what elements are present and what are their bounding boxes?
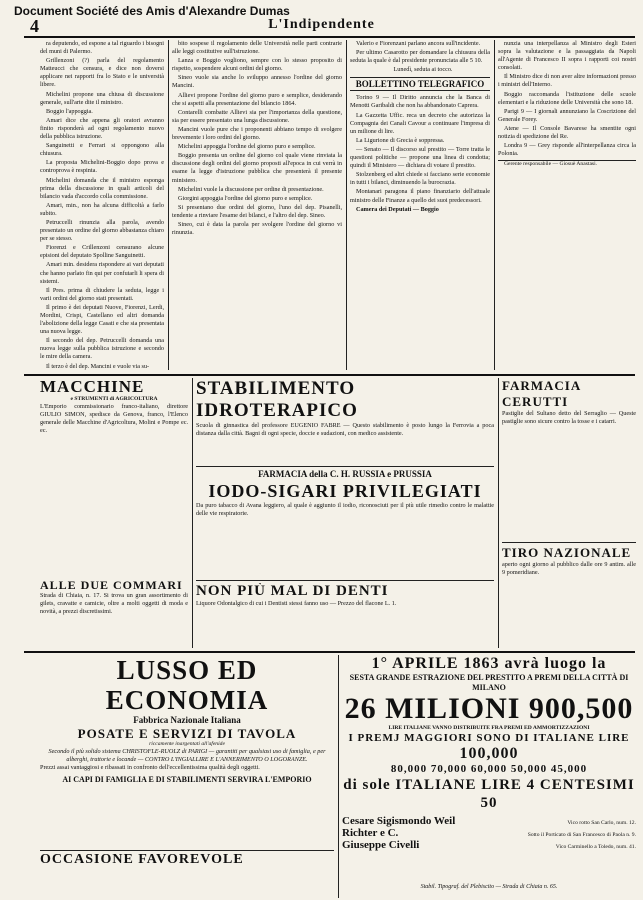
paragraph: Contarelli combatte Allievi sia per l'importanza della questione, sia per essere presentato una lunga discussione. <box>172 108 342 124</box>
paragraph: Si presentano due ordini del giorno, l'uno del dep. Pisanelli, tendente a rinviare l'esame dei bilanci, e l'altro del dep. Sineo. <box>172 203 342 219</box>
agent-row <box>342 827 636 839</box>
paragraph: Allievi propone l'ordine del giorno puro e semplice, desiderando che si aspetti alla presentazione del bilancio 1864. <box>172 91 342 107</box>
column-divider <box>494 40 495 370</box>
ad-iodo-sigari <box>196 469 494 577</box>
ad-text: Pastiglie del Sultano detto del Serraglio — Queste pastiglie sono sicure contro la tosse e i catarri. <box>502 410 636 426</box>
ad-text: L'Emporio commissionario franco-italiano, direttore GIULIO SIMON, spedisce da Genova, franco, l'Elenco generale delle Macchine d'Agricoltura, Molini e Pompe ec. ec. <box>40 403 188 435</box>
telegram: Montanari paragona il piano finanziario dell'attuale ministro delle Finanze a quello dei suoi predecessori. <box>350 188 490 204</box>
paragraph: Amari min. desidera rispondere ai vari deputati che hanno parlato fin qui per confutarli li spera di sistemi. <box>40 261 164 285</box>
column-divider <box>498 378 499 648</box>
paragraph: Boggio raccomanda l'istituzione delle scuole elementari e la riduzione delle Università che sono 18. <box>498 90 636 106</box>
ad-title: OCCASIONE FAVOREVOLE <box>40 852 244 867</box>
paragraph: Per ultimo Casarotto per domandare la chiusura della seduta la quale è dal presidente pronunciata alle 5 10. <box>350 49 490 65</box>
premi-title: I PREMJ MAGGIORI SONO DI ITALIANE LIRE <box>348 732 630 744</box>
ad-non-piu-mal-di-denti <box>196 583 494 648</box>
paragraph: nunzia una interpellanza al Ministro degli Esteri sopra la valutazione e la passaggiata da Napoli all'Agente di Francesco II sopra i rapporti coi nostri consolati. <box>498 40 636 72</box>
ad-title: MACCHINE <box>40 378 145 396</box>
paragraph: Amari dice che appena gli oratori avranno finito risponderà ad ogni regolamento nuovo della pubblica istruzione. <box>40 116 164 141</box>
column-divider <box>338 655 339 898</box>
paragraph: Il primo è dei deputati Nuove, Fiorenzi, Lerdi, Mordini, Crispi, Castellano ed altri domanda l'abolizione della legge Casati e che sia presentata una nuova legge. <box>40 303 164 336</box>
paragraph: Grillenzoni (?) parla del regolamento Matteucci che censura, e dice non doversi applicare nei rapporti fra lo Stato e le università libere. <box>40 57 164 89</box>
paragraph: Amari, min., non ha alcuna difficoltà a farlo subito. <box>40 201 164 217</box>
ad-text: Strada di Chiaia, n. 17. Si trova un gran assortimento di gilets, cravatte e camicie, oltre a molti oggetti di moda e novità, a prezzi discretissimi. <box>40 592 188 616</box>
milioni-amount: 26 MILIONI 900,500 <box>344 692 634 725</box>
agent-address: Vico Carminello a Toledo, num. 41. <box>555 844 636 850</box>
paragraph: Il secondo del dep. Petruccelli domanda una nuova legge sulla pubblica istruzione e secondo le mire della camera. <box>40 337 164 361</box>
ad-alle-due-commari <box>40 578 188 648</box>
column-divider <box>168 40 169 370</box>
news-column-3 <box>350 40 490 370</box>
ad-stabilimento <box>196 378 494 462</box>
ad-subtitle: Fabbrica Nazionale Italiana <box>133 715 241 725</box>
paragraph: La proposta Michelini-Boggio dopo prova e controprova è respinta. <box>40 159 164 175</box>
paragraph: bito sospese il regolamento delle Università nelle parti contrarie alle leggi costitutive sull'istruzione. <box>172 40 342 56</box>
ad-text: Liquore Odontalgico di cui i Dentisti stessi fanno uso — Prezzo del flacone L. 1. <box>196 600 397 607</box>
paragraph: Boggio l'appoggia. <box>46 107 93 115</box>
ad-title: IODO-SIGARI PRIVILEGIATI <box>208 481 482 501</box>
ad-text: aperto ogni giorno al pubblico dalle ore 9 antim. alle 9 pomeridiane. <box>502 561 636 577</box>
ad-title: 1° APRILE 1863 avrà luogo la <box>371 655 607 672</box>
divider <box>196 580 494 581</box>
telegram: La Ligurione di Grecia è soppressa. <box>356 136 445 144</box>
paragraph: Petruccelli rinunzia alla parola, avendo presentato un ordine del giorno abbastanza chiaro per se stesso. <box>40 218 164 243</box>
section-title: BOLLETTINO TELEGRAFICO <box>350 77 490 91</box>
paragraph: Giorgini appoggia l'ordine del giorno puro e semplice. <box>178 194 313 202</box>
ad-subtitle: FARMACIA della C. H. RUSSIA e PRUSSIA <box>258 469 432 479</box>
paragraph: Boggio presenta un ordine del giorno col quale viene rinviata la discussione degli ordini del giorno proposti all'epoca in cui verrà in esame la legge d'istruzione pubblica che presenterà il presente ministero. <box>172 152 342 184</box>
estrazione-line: SESTA GRANDE ESTRAZIONE DEL PRESTITO A PREMI DELLA CITTÀ DI MILANO <box>349 673 629 692</box>
paragraph: Lunedì, seduta ai tocco. <box>393 66 453 74</box>
ad-title: ALLE DUE COMMARI <box>40 578 183 592</box>
paragraph: Fiorenzi e Crillenzoni censurano alcune episioni del deputato Spolline Sanguinetti. <box>40 244 164 260</box>
ad-text: Da puro tabacco di Avana leggiero, al quale è aggiunto il iodio, riconosciuti per il più utile rimedio contro le malattie delle vie respiratorie. <box>196 502 494 518</box>
paragraph: Michelini domanda che il ministro esponga prima della discussione in quali articoli del bilancio vada d'accordo colla commissione. <box>40 176 164 200</box>
paragraph: Mancini vuole pure che i proponenti abbiano tempo di svolgere brevemente i loro ordini del giorno. <box>172 125 342 142</box>
telegram: — Senato — Il discorso sul prestito — Torre tratta le questioni politiche — propone una linea di condotta; quindi il Ministero — dichiara di votare il prestito. <box>350 145 490 170</box>
ad-farmacia-cerutti <box>502 378 636 538</box>
ad-subtitle: e STRUMENTI di AGRICOLTURA <box>70 396 158 402</box>
page-number: 4 <box>30 16 39 36</box>
paragraph: Valerio e Fiorenzani parlano ancora sull'incidente. <box>356 40 481 47</box>
agent-row <box>342 815 636 827</box>
news-column-1 <box>40 40 164 370</box>
ad-lusso-ed-economia <box>40 655 334 848</box>
obbligazioni-line: di sole ITALIANE LIRE 4 CENTESIMI 50 <box>343 777 635 811</box>
column-divider <box>192 378 193 648</box>
paragraph: Michelini vuole la discussione per ordine di presentazione. <box>178 185 324 193</box>
paragraph: Sanguinetti e Ferrari si oppongono alla chiusura. <box>40 142 164 158</box>
premi-list: 80,000 70,000 60,000 50,000 45,000 <box>390 763 588 775</box>
telegram: Camera dei Deputati — Boggio <box>356 205 439 213</box>
ad-macchine <box>40 378 188 574</box>
ad-title: FARMACIA CERUTTI <box>502 378 581 409</box>
paragraph: Lanza e Boggio vogliono, sempre con lo stesso proposito di rispetto, sospendere alcuni ordini del giorno. <box>172 57 342 73</box>
telegram: La Gazzetta Uffic. reca un decreto che autorizza la Compagnia dei Canali Cavour a continuare l'impresa di un milione di lire. <box>350 111 490 135</box>
ad-occasione-favorevole <box>40 852 334 898</box>
paragraph: Michelini appoggia l'ordine del giorno puro e semplice. <box>178 143 316 151</box>
agent-name: Cesare Sigismondo Weil <box>342 815 456 827</box>
society-caption: Document Société des Amis d'Alexandre Dumas <box>14 4 290 18</box>
ad-text: Secondo il più solido sistema CHRISTOFLE-RUOLZ di PARIGI — garantiti per qualsiasi uso di famiglia, e per alberghi, trattorie e locande — CONTRO L'INGIALLIRE E L'ANNERIMENTO O LOGORANZE. <box>48 748 326 764</box>
paragraph: ra deputendo, ed espone a tal riguardo i bisogni del muni di Palermo. <box>40 40 164 56</box>
divider <box>502 542 636 543</box>
paper-name: L'Indipendente <box>268 17 375 32</box>
paragraph: Atene — Il Console Bavarese ha smentite ogni notizia di spedizione del Re. <box>498 124 636 141</box>
paragraph: Il Ministro dice di non aver altre informazioni presso i ministri dell'Interno. <box>498 73 636 89</box>
paragraph: Parigi 9 — I giornali annunziano la Coscrizione del Generale Forey. <box>498 107 636 123</box>
posate-subtitle: riccamente inargentati all'afenide <box>149 741 225 747</box>
gerente-line: Gerente responsabile — Giosuè Anastasi. <box>498 160 636 168</box>
ads-rule <box>24 651 635 653</box>
agent-row <box>342 839 636 851</box>
ad-title: LUSSO ED ECONOMIA <box>105 655 269 715</box>
paragraph: Sineo vuole sia anche lo sviluppo annesso l'ordine del giorno Mancini. <box>172 74 342 90</box>
paragraph: Sineo, cui è data la parola per svolgere l'ordine del giorno vi rinunzia. <box>172 220 342 237</box>
header-rule <box>24 36 635 38</box>
ad-title: NON PIÙ MAL DI DENTI <box>196 583 389 599</box>
ad-prestito-milano <box>342 655 636 875</box>
telegram: Stolzenberg ed altri chiede si facciano serie economie in tutti i bilanci, diminuendo la burocrazia. <box>350 171 490 187</box>
agent-name: Giuseppe Civelli <box>342 839 420 851</box>
ad-title: TIRO NAZIONALE <box>502 545 632 560</box>
lire-line: LIRE ITALIANE VANNO DISTRIBUITE FRA PREMI ED AMMORTIZZAZIONI <box>388 725 590 731</box>
premio-maggiore: 100,000 <box>459 745 519 762</box>
agent-name: Richter e C. <box>342 827 399 839</box>
ad-title: STABILIMENTO IDROTERAPICO <box>196 378 358 421</box>
emporio-line: AI CAPI DI FAMIGLIA E DI STABILIMENTI SERVIRA L'EMPORIO <box>62 775 312 785</box>
ad-text: Prezzi assai vantaggiosi e ribassati in confronto dell'eccellentissima qualità degli oggetti. <box>40 764 260 772</box>
paragraph: Londra 9 — Grey risponde all'interpellanza circa la Polonia. <box>498 142 636 158</box>
divider <box>196 466 494 467</box>
posate-title: POSATE E SERVIZI DI TAVOLA <box>77 726 297 741</box>
ads-rule <box>24 374 635 376</box>
paragraph: Il terzo è del dep. Mancini e vuole via su- <box>46 362 150 370</box>
telegram: Torino 9 — Il Diritto annuncia che la Banca di Menotti Garibaldi che non ha abbandonato Caprera. <box>350 94 490 110</box>
agent-address: Vico rotto San Carlo, num. 12. <box>567 820 636 826</box>
news-column-2 <box>172 40 342 370</box>
divider <box>40 850 334 851</box>
news-column-4 <box>498 40 636 370</box>
column-divider <box>346 40 347 370</box>
ad-text: Scuola di ginnastica del professore EUGENIO FABRE — Questo stabilimento è posto lungo la Ferrovia a poca distanza dalla città. Bagni di ogni specie, doccie e sudazioni, con medico assistente. <box>196 422 494 438</box>
agent-address: Sotto il Porticato di San Francesco di Paola n. 9. <box>527 832 636 838</box>
printer-line: Stabil. Tipograf. del Plebiscito — Strada di Chiaia n. 65. <box>420 884 558 890</box>
paragraph: Michelini propone una chiusa di discussione generale, sull'arte dite il ministro. <box>40 90 164 106</box>
ad-tiro-nazionale <box>502 545 636 648</box>
paragraph: Il Pres. prima di chiudere la seduta, legge i varii ordini del giorno stati presentati. <box>40 286 164 302</box>
